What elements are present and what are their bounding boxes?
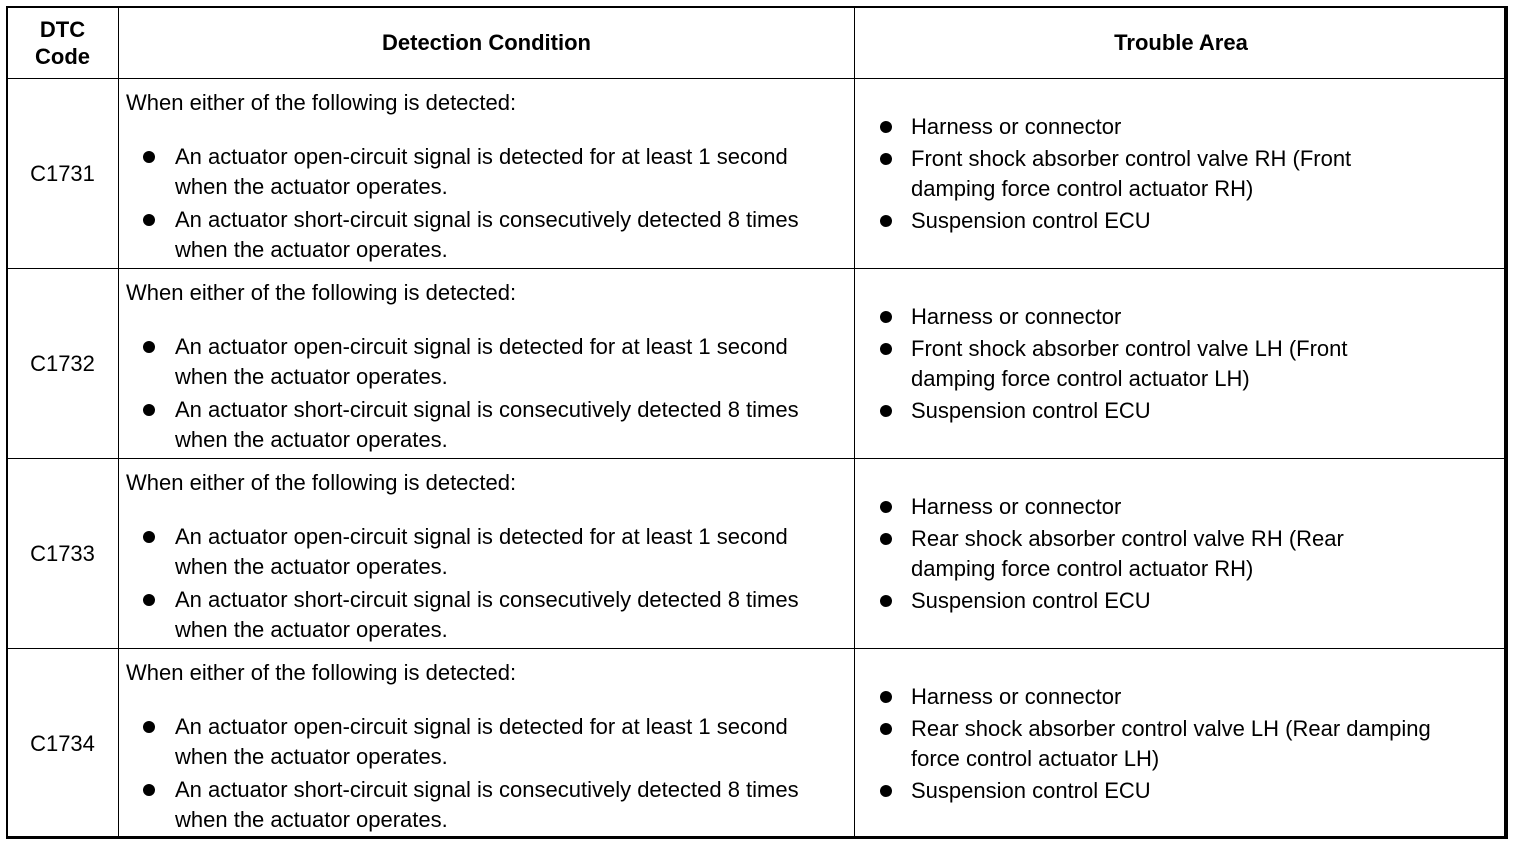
condition-intro: When either of the following is detected: — [126, 90, 517, 115]
trouble-area-text: Harness or connector — [911, 114, 1122, 139]
condition-text: An actuator short-circuit signal is consecutively detected 8 times when the actuator operates. — [175, 587, 799, 642]
trouble-area-text: Suspension control ECU — [911, 778, 1151, 803]
dtc-code-cell: C1733 — [7, 459, 119, 649]
condition-intro: When either of the following is detected: — [126, 660, 517, 685]
table-outer-border — [6, 6, 1507, 839]
condition-text: An actuator open-circuit signal is detected for at least 1 second when the actuator operates. — [175, 144, 788, 199]
dtc-code-cell: C1734 — [7, 649, 119, 839]
trouble-area-text: Suspension control ECU — [911, 398, 1151, 423]
condition-text: An actuator short-circuit signal is consecutively detected 8 times when the actuator operates. — [175, 777, 799, 832]
condition-intro: When either of the following is detected: — [126, 280, 517, 305]
trouble-area-text: Suspension control ECU — [911, 588, 1151, 613]
condition-text: An actuator open-circuit signal is detected for at least 1 second when the actuator operates. — [175, 714, 788, 769]
dtc-code-cell: C1732 — [7, 269, 119, 459]
trouble-area-text: Front shock absorber control valve RH (Front damping force control actuator RH) — [911, 146, 1352, 201]
trouble-area-text: Suspension control ECU — [911, 208, 1151, 233]
header-dtc-code-label: DTC Code — [35, 16, 90, 69]
trouble-area-text: Rear shock absorber control valve RH (Rear damping force control actuator RH) — [911, 526, 1344, 581]
condition-text: An actuator short-circuit signal is consecutively detected 8 times when the actuator operates. — [175, 207, 799, 262]
trouble-area-text: Harness or connector — [911, 304, 1122, 329]
condition-text: An actuator open-circuit signal is detected for at least 1 second when the actuator operates. — [175, 334, 788, 389]
trouble-area-text: Rear shock absorber control valve LH (Rear damping force control actuator LH) — [911, 716, 1431, 771]
header-trouble-area: Trouble Area — [855, 7, 1508, 79]
condition-intro: When either of the following is detected: — [126, 470, 517, 495]
trouble-area-text: Front shock absorber control valve LH (Front damping force control actuator LH) — [911, 336, 1348, 391]
dtc-code-cell: C1731 — [7, 79, 119, 269]
trouble-area-text: Harness or connector — [911, 684, 1122, 709]
trouble-area-text: Harness or connector — [911, 494, 1122, 519]
header-detection-condition: Detection Condition — [119, 7, 855, 79]
condition-text: An actuator short-circuit signal is consecutively detected 8 times when the actuator operates. — [175, 397, 799, 452]
condition-text: An actuator open-circuit signal is detected for at least 1 second when the actuator operates. — [175, 524, 788, 579]
